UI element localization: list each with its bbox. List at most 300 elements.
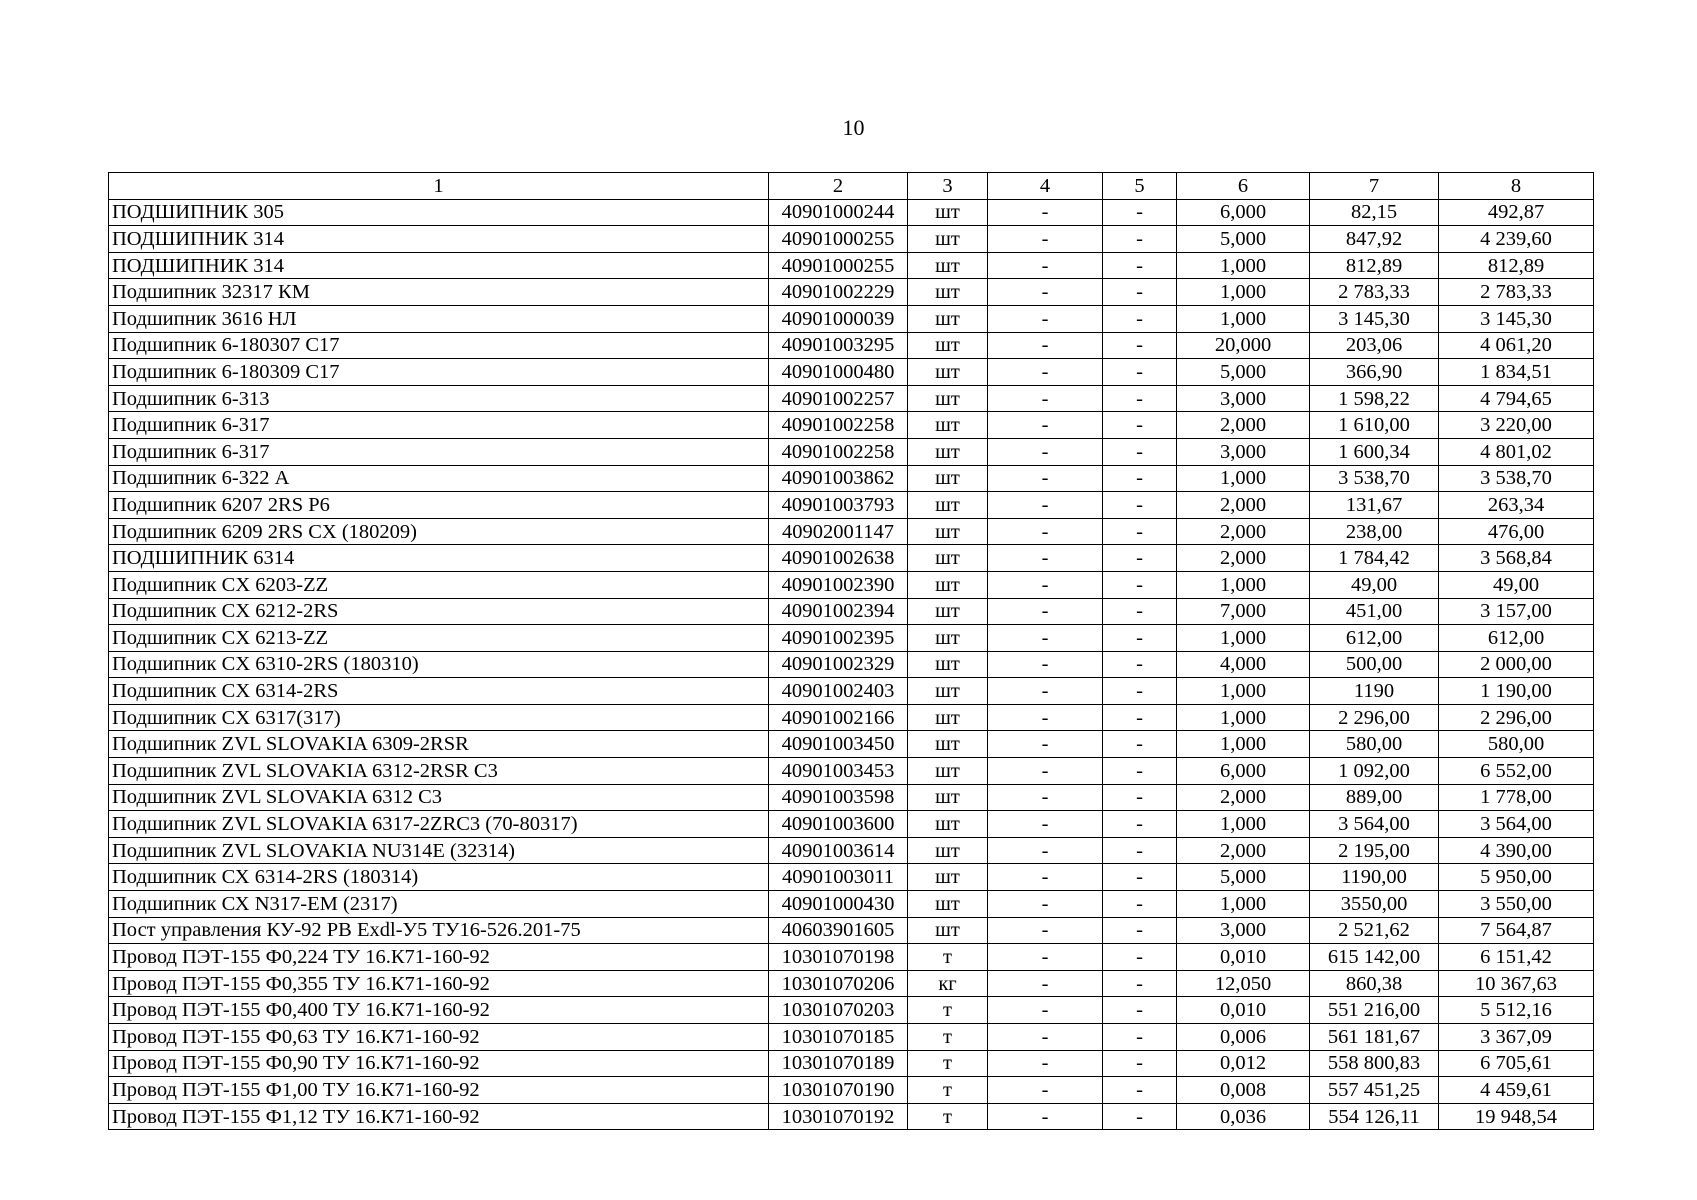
- quantity-cell: 0,010: [1177, 944, 1310, 971]
- unit-cell: т: [908, 1050, 988, 1077]
- unit-cell: шт: [908, 571, 988, 598]
- item-name-cell: Подшипник CX 6310-2RS (180310): [109, 651, 769, 678]
- amount-cell: 1 834,51: [1439, 359, 1594, 386]
- table-body: [109, 199, 1594, 1130]
- quantity-cell: 3,000: [1177, 385, 1310, 412]
- col5-cell: -: [1103, 784, 1177, 811]
- table-row: [109, 518, 1594, 545]
- price-cell: 1 784,42: [1310, 545, 1439, 572]
- amount-cell: 476,00: [1439, 518, 1594, 545]
- unit-cell: т: [908, 1103, 988, 1130]
- price-cell: 2 783,33: [1310, 279, 1439, 306]
- col4-cell: -: [988, 545, 1103, 572]
- col5-cell: -: [1103, 1024, 1177, 1051]
- quantity-cell: 2,000: [1177, 518, 1310, 545]
- item-name-cell: Провод ПЭТ-155 Ф0,400 ТУ 16.К71-160-92: [109, 997, 769, 1024]
- table-row: [109, 944, 1594, 971]
- col5-cell: -: [1103, 651, 1177, 678]
- quantity-cell: 2,000: [1177, 837, 1310, 864]
- item-code-cell: 40901002257: [769, 385, 908, 412]
- unit-cell: т: [908, 997, 988, 1024]
- unit-cell: шт: [908, 492, 988, 519]
- col5-cell: -: [1103, 1077, 1177, 1104]
- table-row: [109, 1024, 1594, 1051]
- unit-cell: шт: [908, 226, 988, 253]
- col5-cell: -: [1103, 492, 1177, 519]
- item-name-cell: Провод ПЭТ-155 Ф0,224 ТУ 16.К71-160-92: [109, 944, 769, 971]
- col4-cell: -: [988, 412, 1103, 439]
- quantity-cell: 1,000: [1177, 678, 1310, 705]
- col5-cell: -: [1103, 891, 1177, 918]
- quantity-cell: 1,000: [1177, 465, 1310, 492]
- col4-cell: -: [988, 252, 1103, 279]
- unit-cell: т: [908, 944, 988, 971]
- price-cell: 860,38: [1310, 970, 1439, 997]
- item-name-cell: Подшипник ZVL SLOVAKIA 6312 C3: [109, 784, 769, 811]
- amount-cell: 492,87: [1439, 199, 1594, 226]
- table-row: [109, 970, 1594, 997]
- item-name-cell: Провод ПЭТ-155 Ф0,355 ТУ 16.К71-160-92: [109, 970, 769, 997]
- item-name-cell: Подшипник CX 6317(317): [109, 704, 769, 731]
- amount-cell: 612,00: [1439, 625, 1594, 652]
- item-name-cell: Подшипник 6-317: [109, 412, 769, 439]
- item-name-cell: Подшипник CX 6314-2RS: [109, 678, 769, 705]
- col5-cell: -: [1103, 837, 1177, 864]
- amount-cell: 6 705,61: [1439, 1050, 1594, 1077]
- col5-cell: -: [1103, 944, 1177, 971]
- col5-cell: -: [1103, 970, 1177, 997]
- column-header: 5: [1103, 173, 1177, 200]
- item-name-cell: Подшипник 3616 НЛ: [109, 305, 769, 332]
- unit-cell: шт: [908, 438, 988, 465]
- quantity-cell: 2,000: [1177, 784, 1310, 811]
- amount-cell: 2 783,33: [1439, 279, 1594, 306]
- price-cell: 1 600,34: [1310, 438, 1439, 465]
- amount-cell: 2 296,00: [1439, 704, 1594, 731]
- col4-cell: -: [988, 678, 1103, 705]
- item-name-cell: Подшипник CX 6212-2RS: [109, 598, 769, 625]
- amount-cell: 263,34: [1439, 492, 1594, 519]
- amount-cell: 3 538,70: [1439, 465, 1594, 492]
- item-name-cell: Подшипник 6207 2RS P6: [109, 492, 769, 519]
- item-code-cell: 40901002403: [769, 678, 908, 705]
- price-cell: 1 598,22: [1310, 385, 1439, 412]
- col4-cell: -: [988, 651, 1103, 678]
- amount-cell: 10 367,63: [1439, 970, 1594, 997]
- price-cell: 203,06: [1310, 332, 1439, 359]
- unit-cell: шт: [908, 651, 988, 678]
- col4-cell: -: [988, 704, 1103, 731]
- price-cell: 554 126,11: [1310, 1103, 1439, 1130]
- item-code-cell: 40901000255: [769, 226, 908, 253]
- column-header: 4: [988, 173, 1103, 200]
- col4-cell: -: [988, 997, 1103, 1024]
- unit-cell: шт: [908, 598, 988, 625]
- item-code-cell: 40901003453: [769, 758, 908, 785]
- unit-cell: кг: [908, 970, 988, 997]
- col5-cell: -: [1103, 758, 1177, 785]
- item-name-cell: Подшипник 6-180309 С17: [109, 359, 769, 386]
- table-row: [109, 492, 1594, 519]
- price-cell: 557 451,25: [1310, 1077, 1439, 1104]
- item-code-cell: 40901002258: [769, 412, 908, 439]
- col4-cell: -: [988, 492, 1103, 519]
- amount-cell: 4 239,60: [1439, 226, 1594, 253]
- unit-cell: шт: [908, 864, 988, 891]
- item-name-cell: ПОДШИПНИК 314: [109, 226, 769, 253]
- price-cell: 131,67: [1310, 492, 1439, 519]
- item-name-cell: Подшипник ZVL SLOVAKIA 6309-2RSR: [109, 731, 769, 758]
- unit-cell: шт: [908, 465, 988, 492]
- col5-cell: -: [1103, 625, 1177, 652]
- quantity-cell: 3,000: [1177, 438, 1310, 465]
- item-code-cell: 10301070192: [769, 1103, 908, 1130]
- col4-cell: -: [988, 758, 1103, 785]
- col4-cell: -: [988, 598, 1103, 625]
- quantity-cell: 1,000: [1177, 891, 1310, 918]
- table-row: [109, 1050, 1594, 1077]
- quantity-cell: 0,012: [1177, 1050, 1310, 1077]
- item-code-cell: 40901002329: [769, 651, 908, 678]
- amount-cell: 19 948,54: [1439, 1103, 1594, 1130]
- price-cell: 366,90: [1310, 359, 1439, 386]
- price-cell: 812,89: [1310, 252, 1439, 279]
- col5-cell: -: [1103, 359, 1177, 386]
- unit-cell: т: [908, 1077, 988, 1104]
- item-name-cell: Подшипник CX 6203-ZZ: [109, 571, 769, 598]
- item-code-cell: 40901000480: [769, 359, 908, 386]
- item-code-cell: 40901000039: [769, 305, 908, 332]
- col5-cell: -: [1103, 598, 1177, 625]
- quantity-cell: 0,036: [1177, 1103, 1310, 1130]
- unit-cell: шт: [908, 385, 988, 412]
- amount-cell: 4 794,65: [1439, 385, 1594, 412]
- quantity-cell: 6,000: [1177, 758, 1310, 785]
- unit-cell: шт: [908, 811, 988, 838]
- item-name-cell: Подшипник 6-317: [109, 438, 769, 465]
- col4-cell: -: [988, 837, 1103, 864]
- col4-cell: -: [988, 332, 1103, 359]
- col5-cell: -: [1103, 332, 1177, 359]
- quantity-cell: 1,000: [1177, 305, 1310, 332]
- price-cell: 3 564,00: [1310, 811, 1439, 838]
- table-row: [109, 332, 1594, 359]
- table-row: [109, 412, 1594, 439]
- unit-cell: шт: [908, 784, 988, 811]
- amount-cell: 4 459,61: [1439, 1077, 1594, 1104]
- quantity-cell: 1,000: [1177, 571, 1310, 598]
- item-code-cell: 40901002390: [769, 571, 908, 598]
- column-header: 7: [1310, 173, 1439, 200]
- price-cell: 2 296,00: [1310, 704, 1439, 731]
- item-code-cell: 40901002395: [769, 625, 908, 652]
- quantity-cell: 5,000: [1177, 359, 1310, 386]
- item-code-cell: 40603901605: [769, 917, 908, 944]
- item-code-cell: 40901003295: [769, 332, 908, 359]
- item-code-cell: 40901002166: [769, 704, 908, 731]
- item-code-cell: 40901002394: [769, 598, 908, 625]
- item-name-cell: Провод ПЭТ-155 Ф1,12 ТУ 16.К71-160-92: [109, 1103, 769, 1130]
- item-name-cell: ПОДШИПНИК 314: [109, 252, 769, 279]
- item-code-cell: 10301070189: [769, 1050, 908, 1077]
- col5-cell: -: [1103, 997, 1177, 1024]
- col4-cell: -: [988, 279, 1103, 306]
- col4-cell: -: [988, 731, 1103, 758]
- item-name-cell: Пост управления КУ-92 РВ Exdl-У5 ТУ16-526.201-75: [109, 917, 769, 944]
- item-name-cell: Провод ПЭТ-155 Ф1,00 ТУ 16.К71-160-92: [109, 1077, 769, 1104]
- col5-cell: -: [1103, 917, 1177, 944]
- price-cell: 2 195,00: [1310, 837, 1439, 864]
- item-code-cell: 10301070185: [769, 1024, 908, 1051]
- price-cell: 612,00: [1310, 625, 1439, 652]
- column-header: 2: [769, 173, 908, 200]
- item-code-cell: 40901003450: [769, 731, 908, 758]
- quantity-cell: 5,000: [1177, 864, 1310, 891]
- unit-cell: шт: [908, 758, 988, 785]
- unit-cell: шт: [908, 891, 988, 918]
- item-name-cell: ПОДШИПНИК 305: [109, 199, 769, 226]
- table-row: [109, 598, 1594, 625]
- table-row: [109, 651, 1594, 678]
- price-cell: 1 610,00: [1310, 412, 1439, 439]
- price-cell: 1 092,00: [1310, 758, 1439, 785]
- col5-cell: -: [1103, 252, 1177, 279]
- table-row: [109, 891, 1594, 918]
- quantity-cell: 0,010: [1177, 997, 1310, 1024]
- item-code-cell: 10301070203: [769, 997, 908, 1024]
- amount-cell: 5 512,16: [1439, 997, 1594, 1024]
- header-row: [109, 173, 1594, 200]
- col4-cell: -: [988, 944, 1103, 971]
- amount-cell: 3 145,30: [1439, 305, 1594, 332]
- table-row: [109, 305, 1594, 332]
- price-cell: 551 216,00: [1310, 997, 1439, 1024]
- price-cell: 3 145,30: [1310, 305, 1439, 332]
- quantity-cell: 1,000: [1177, 625, 1310, 652]
- col5-cell: -: [1103, 412, 1177, 439]
- item-name-cell: Провод ПЭТ-155 Ф0,63 ТУ 16.К71-160-92: [109, 1024, 769, 1051]
- item-code-cell: 40901003614: [769, 837, 908, 864]
- amount-cell: 7 564,87: [1439, 917, 1594, 944]
- column-header: 8: [1439, 173, 1594, 200]
- table-row: [109, 226, 1594, 253]
- item-name-cell: Подшипник 6-313: [109, 385, 769, 412]
- unit-cell: т: [908, 1024, 988, 1051]
- col4-cell: -: [988, 385, 1103, 412]
- item-name-cell: Подшипник 6-180307 С17: [109, 332, 769, 359]
- amount-cell: 1 778,00: [1439, 784, 1594, 811]
- item-code-cell: 40901003793: [769, 492, 908, 519]
- table-row: [109, 1103, 1594, 1130]
- price-cell: 3 538,70: [1310, 465, 1439, 492]
- item-code-cell: 40901003862: [769, 465, 908, 492]
- quantity-cell: 1,000: [1177, 811, 1310, 838]
- col5-cell: -: [1103, 811, 1177, 838]
- col4-cell: -: [988, 518, 1103, 545]
- table-row: [109, 678, 1594, 705]
- unit-cell: шт: [908, 252, 988, 279]
- unit-cell: шт: [908, 731, 988, 758]
- col5-cell: -: [1103, 1050, 1177, 1077]
- amount-cell: 3 568,84: [1439, 545, 1594, 572]
- table-row: [109, 279, 1594, 306]
- amount-cell: 3 157,00: [1439, 598, 1594, 625]
- amount-cell: 2 000,00: [1439, 651, 1594, 678]
- item-code-cell: 40901002638: [769, 545, 908, 572]
- item-name-cell: ПОДШИПНИК 6314: [109, 545, 769, 572]
- price-cell: 615 142,00: [1310, 944, 1439, 971]
- col4-cell: -: [988, 917, 1103, 944]
- price-cell: 847,92: [1310, 226, 1439, 253]
- amount-cell: 580,00: [1439, 731, 1594, 758]
- column-header: 1: [109, 173, 769, 200]
- amount-cell: 4 061,20: [1439, 332, 1594, 359]
- unit-cell: шт: [908, 678, 988, 705]
- table-row: [109, 625, 1594, 652]
- unit-cell: шт: [908, 412, 988, 439]
- col5-cell: -: [1103, 678, 1177, 705]
- table-row: [109, 864, 1594, 891]
- amount-cell: 3 550,00: [1439, 891, 1594, 918]
- item-name-cell: Подшипник 6209 2RS CX (180209): [109, 518, 769, 545]
- table-row: [109, 571, 1594, 598]
- col4-cell: -: [988, 359, 1103, 386]
- column-header: 6: [1177, 173, 1310, 200]
- unit-cell: шт: [908, 199, 988, 226]
- table-row: [109, 917, 1594, 944]
- amount-cell: 4 801,02: [1439, 438, 1594, 465]
- amount-cell: 6 552,00: [1439, 758, 1594, 785]
- quantity-cell: 12,050: [1177, 970, 1310, 997]
- amount-cell: 812,89: [1439, 252, 1594, 279]
- unit-cell: шт: [908, 279, 988, 306]
- table-row: [109, 704, 1594, 731]
- quantity-cell: 1,000: [1177, 704, 1310, 731]
- quantity-cell: 6,000: [1177, 199, 1310, 226]
- unit-cell: шт: [908, 917, 988, 944]
- item-code-cell: 40902001147: [769, 518, 908, 545]
- table-row: [109, 811, 1594, 838]
- col4-cell: -: [988, 571, 1103, 598]
- item-name-cell: Подшипник CX 6213-ZZ: [109, 625, 769, 652]
- price-cell: 451,00: [1310, 598, 1439, 625]
- quantity-cell: 2,000: [1177, 545, 1310, 572]
- table-row: [109, 758, 1594, 785]
- unit-cell: шт: [908, 359, 988, 386]
- table-row: [109, 438, 1594, 465]
- table-row: [109, 837, 1594, 864]
- col5-cell: -: [1103, 226, 1177, 253]
- amount-cell: 3 564,00: [1439, 811, 1594, 838]
- col4-cell: -: [988, 891, 1103, 918]
- item-name-cell: Подшипник 6-322 А: [109, 465, 769, 492]
- item-code-cell: 10301070190: [769, 1077, 908, 1104]
- col5-cell: -: [1103, 518, 1177, 545]
- col4-cell: -: [988, 625, 1103, 652]
- item-code-cell: 40901000244: [769, 199, 908, 226]
- price-cell: 889,00: [1310, 784, 1439, 811]
- col4-cell: -: [988, 1024, 1103, 1051]
- amount-cell: 5 950,00: [1439, 864, 1594, 891]
- price-cell: 500,00: [1310, 651, 1439, 678]
- table-row: [109, 252, 1594, 279]
- col5-cell: -: [1103, 199, 1177, 226]
- page-number: 10: [842, 115, 865, 140]
- table-row: [109, 731, 1594, 758]
- unit-cell: шт: [908, 625, 988, 652]
- price-cell: 238,00: [1310, 518, 1439, 545]
- quantity-cell: 3,000: [1177, 917, 1310, 944]
- inventory-table: [108, 172, 1594, 1130]
- col4-cell: -: [988, 1050, 1103, 1077]
- item-code-cell: 40901003598: [769, 784, 908, 811]
- col4-cell: -: [988, 1077, 1103, 1104]
- unit-cell: шт: [908, 837, 988, 864]
- col5-cell: -: [1103, 305, 1177, 332]
- col5-cell: -: [1103, 704, 1177, 731]
- amount-cell: 6 151,42: [1439, 944, 1594, 971]
- amount-cell: 3 220,00: [1439, 412, 1594, 439]
- quantity-cell: 5,000: [1177, 226, 1310, 253]
- unit-cell: шт: [908, 704, 988, 731]
- unit-cell: шт: [908, 545, 988, 572]
- quantity-cell: 1,000: [1177, 279, 1310, 306]
- amount-cell: 4 390,00: [1439, 837, 1594, 864]
- amount-cell: 49,00: [1439, 571, 1594, 598]
- quantity-cell: 2,000: [1177, 492, 1310, 519]
- price-cell: 1190: [1310, 678, 1439, 705]
- col4-cell: -: [988, 864, 1103, 891]
- col4-cell: -: [988, 465, 1103, 492]
- table-row: [109, 465, 1594, 492]
- quantity-cell: 20,000: [1177, 332, 1310, 359]
- price-cell: 2 521,62: [1310, 917, 1439, 944]
- price-cell: 49,00: [1310, 571, 1439, 598]
- col5-cell: -: [1103, 731, 1177, 758]
- item-code-cell: 10301070206: [769, 970, 908, 997]
- table-row: [109, 199, 1594, 226]
- col4-cell: -: [988, 1103, 1103, 1130]
- col4-cell: -: [988, 811, 1103, 838]
- table-row: [109, 1077, 1594, 1104]
- table-row: [109, 997, 1594, 1024]
- table-row: [109, 359, 1594, 386]
- table-row: [109, 784, 1594, 811]
- quantity-cell: 4,000: [1177, 651, 1310, 678]
- col4-cell: -: [988, 305, 1103, 332]
- item-code-cell: 40901002258: [769, 438, 908, 465]
- quantity-cell: 1,000: [1177, 731, 1310, 758]
- col4-cell: -: [988, 970, 1103, 997]
- item-name-cell: Подшипник ZVL SLOVAKIA 6312-2RSR C3: [109, 758, 769, 785]
- item-name-cell: Провод ПЭТ-155 Ф0,90 ТУ 16.К71-160-92: [109, 1050, 769, 1077]
- unit-cell: шт: [908, 332, 988, 359]
- item-code-cell: 40901002229: [769, 279, 908, 306]
- quantity-cell: 0,008: [1177, 1077, 1310, 1104]
- item-name-cell: Подшипник СХ 6314-2RS (180314): [109, 864, 769, 891]
- col5-cell: -: [1103, 438, 1177, 465]
- table-row: [109, 545, 1594, 572]
- item-code-cell: 10301070198: [769, 944, 908, 971]
- price-cell: 561 181,67: [1310, 1024, 1439, 1051]
- item-name-cell: Подшипник СХ N317-EM (2317): [109, 891, 769, 918]
- item-name-cell: Подшипник ZVL SLOVAKIA 6317-2ZRC3 (70-80317): [109, 811, 769, 838]
- col5-cell: -: [1103, 465, 1177, 492]
- item-code-cell: 40901000255: [769, 252, 908, 279]
- col4-cell: -: [988, 784, 1103, 811]
- table-row: [109, 385, 1594, 412]
- quantity-cell: 2,000: [1177, 412, 1310, 439]
